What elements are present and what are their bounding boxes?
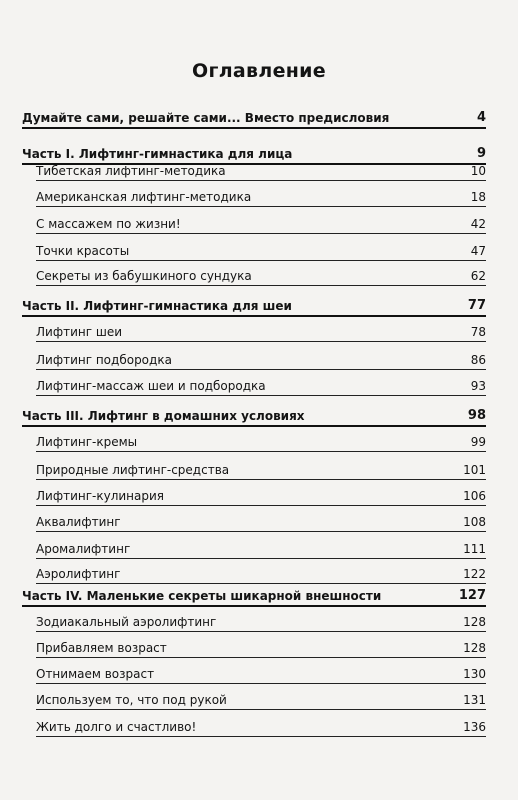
toc-item-row (36, 376, 486, 396)
toc-item-label: Американская лифтинг-методика (36, 190, 252, 204)
toc-page-number: 78 (470, 325, 486, 339)
toc-item-label: Аромалифтинг (36, 542, 131, 556)
toc-page-number: 122 (463, 567, 486, 581)
toc-part-row (22, 406, 486, 426)
toc-item-label: Точки красоты (36, 244, 130, 258)
toc-item-label: Зодиакальный аэролифтинг (36, 615, 217, 629)
toc-item-row (36, 638, 486, 658)
toc-underline (36, 631, 486, 632)
toc-page-number: 106 (463, 489, 486, 503)
toc-underline (36, 479, 486, 480)
toc-part-label: Часть IV. Маленькие секреты шикарной внешности (22, 589, 382, 603)
toc-item-label: Используем то, что под рукой (36, 693, 227, 707)
toc-part-label: Часть III. Лифтинг в домашних условиях (22, 409, 305, 423)
toc-item-row (36, 214, 486, 234)
toc-page-number: 77 (467, 298, 486, 313)
toc-item-row (36, 664, 486, 684)
toc-item-row (36, 432, 486, 452)
toc-underline (36, 505, 486, 506)
toc-item-label: С массажем по жизни! (36, 217, 181, 231)
toc-underline (36, 395, 486, 396)
toc-page-number: 18 (470, 190, 486, 204)
toc-item-label: Лифтинг-массаж шеи и подбородка (36, 379, 266, 393)
toc-page-number: 93 (470, 379, 486, 393)
toc-page-number: 42 (470, 217, 486, 231)
toc-page-number: 99 (470, 435, 486, 449)
toc-item-label: Аквалифтинг (36, 515, 121, 529)
toc-page-number: 4 (476, 110, 486, 125)
toc-part-row (22, 586, 486, 606)
toc-page-number: 101 (463, 463, 486, 477)
toc-item-row (36, 564, 486, 584)
toc-page-number: 98 (467, 408, 486, 423)
toc-underline (22, 315, 486, 317)
toc-page-number: 130 (463, 667, 486, 681)
toc-item-row (36, 690, 486, 710)
toc-underline (36, 558, 486, 559)
toc-item-label: Отнимаем возраст (36, 667, 155, 681)
toc-page-number: 62 (470, 269, 486, 283)
toc-item-row (36, 512, 486, 532)
toc-underline (36, 736, 486, 737)
toc-item-label: Аэролифтинг (36, 567, 121, 581)
toc-item-label: Природные лифтинг-средства (36, 463, 230, 477)
toc-page-number: 86 (470, 353, 486, 367)
toc-item-row (36, 486, 486, 506)
toc-underline (36, 233, 486, 234)
toc-part-label: Думайте сами, решайте сами... Вместо предисловия (22, 111, 390, 125)
toc-item-row (36, 717, 486, 737)
toc-page-number: 128 (463, 615, 486, 629)
toc-page-number: 47 (470, 244, 486, 258)
toc-underline (22, 127, 486, 129)
toc-item-row (36, 187, 486, 207)
toc-item-row (36, 266, 486, 286)
toc-underline (36, 369, 486, 370)
toc-page-number: 127 (458, 588, 486, 603)
toc-underline (36, 180, 486, 181)
toc-item-row (36, 161, 486, 181)
toc-underline (22, 605, 486, 607)
toc-item-label: Лифтинг-кулинария (36, 489, 165, 503)
toc-item-row (36, 539, 486, 559)
toc-part-label: Часть II. Лифтинг-гимнастика для шеи (22, 299, 292, 313)
toc-item-row (36, 460, 486, 480)
toc-underline (36, 451, 486, 452)
toc-page-number: 10 (470, 164, 486, 178)
toc-underline (22, 425, 486, 427)
toc-underline (36, 260, 486, 261)
toc-part-row (22, 108, 486, 128)
toc-item-label: Лифтинг шеи (36, 325, 122, 339)
toc-underline (36, 206, 486, 207)
toc-part-row (22, 296, 486, 316)
toc-item-label: Лифтинг подбородка (36, 353, 172, 367)
toc-page-number: 136 (463, 720, 486, 734)
toc-item-row (36, 612, 486, 632)
toc-heading: Оглавление (192, 60, 326, 82)
toc-underline (36, 285, 486, 286)
toc-page-number: 111 (463, 542, 486, 556)
toc-underline (36, 531, 486, 532)
toc-item-label: Жить долго и счастливо! (36, 720, 197, 734)
toc-page-number: 9 (476, 146, 486, 161)
toc-underline (36, 683, 486, 684)
toc-page-number: 108 (463, 515, 486, 529)
toc-page-number: 128 (463, 641, 486, 655)
toc-item-label: Лифтинг-кремы (36, 435, 138, 449)
toc-item-row (36, 241, 486, 261)
toc-item-row (36, 350, 486, 370)
toc-part-label: Часть I. Лифтинг-гимнастика для лица (22, 147, 293, 161)
toc-item-label: Прибавляем возраст (36, 641, 167, 655)
toc-item-label: Тибетская лифтинг-методика (36, 164, 226, 178)
toc-underline (36, 583, 486, 584)
toc-underline (36, 709, 486, 710)
toc-item-row (36, 322, 486, 342)
toc-underline (36, 341, 486, 342)
toc-page-number: 131 (463, 693, 486, 707)
toc-item-label: Секреты из бабушкиного сундука (36, 269, 252, 283)
toc-underline (36, 657, 486, 658)
